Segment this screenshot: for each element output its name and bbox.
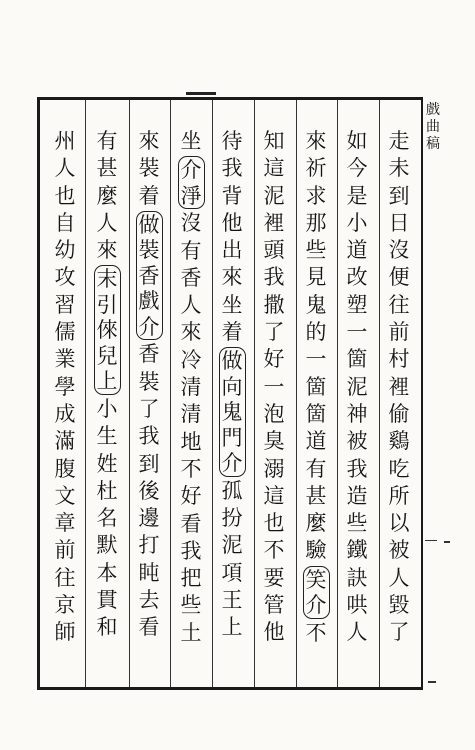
- glyph: 一: [263, 374, 285, 399]
- glyph: 來: [138, 129, 160, 153]
- column-rule: [129, 100, 130, 687]
- glyph: 不: [305, 620, 327, 645]
- glyph: 要: [263, 565, 285, 590]
- glyph: 稿: [426, 136, 440, 152]
- glyph: 介: [180, 158, 202, 183]
- glyph: 麼: [305, 511, 327, 536]
- glyph: 被: [346, 429, 368, 454]
- glyph: 泥: [221, 533, 243, 558]
- glyph: 泡: [263, 401, 285, 426]
- glyph: 他: [221, 210, 243, 235]
- glyph: 孤: [221, 478, 243, 503]
- glyph: 待: [221, 129, 243, 153]
- glyph: 上: [221, 615, 243, 640]
- glyph: 邊: [138, 506, 160, 531]
- glyph: 撒: [263, 292, 285, 317]
- column-rule: [212, 100, 213, 687]
- column-rule: [337, 100, 338, 687]
- glyph: 求: [305, 183, 327, 208]
- glyph: 戲: [426, 102, 440, 118]
- glyph: 默: [96, 533, 118, 558]
- glyph: 溺: [263, 456, 285, 481]
- scan-speck: [428, 681, 436, 683]
- glyph: 盹: [138, 560, 160, 585]
- glyph: 今: [346, 156, 368, 181]
- glyph: 土: [180, 620, 202, 645]
- glyph: 鬼: [305, 292, 327, 317]
- glyph: 習: [54, 292, 76, 317]
- glyph: 道: [305, 429, 327, 454]
- glyph: 出: [221, 238, 243, 263]
- glyph: 坐: [221, 292, 243, 317]
- glyph: 好: [180, 484, 202, 509]
- scan-speck: [444, 541, 450, 543]
- stage-direction: [219, 347, 246, 477]
- glyph: 本: [96, 560, 118, 585]
- glyph: 有: [180, 238, 202, 263]
- glyph: 沒: [388, 238, 410, 263]
- glyph: 姓: [96, 451, 118, 476]
- glyph: 造: [346, 483, 368, 508]
- glyph: 清: [180, 375, 202, 400]
- glyph: 驗: [305, 538, 327, 563]
- glyph: 裡: [263, 210, 285, 235]
- glyph: 未: [388, 156, 410, 181]
- glyph: 香: [138, 342, 160, 367]
- stage-direction: [178, 156, 205, 209]
- glyph: 門: [221, 425, 243, 450]
- text-column-8: [92, 128, 122, 642]
- glyph: 便: [388, 265, 410, 290]
- glyph: 引: [96, 292, 118, 317]
- glyph: 冷: [180, 347, 202, 372]
- stage-direction: [94, 265, 121, 395]
- glyph: 裝: [138, 156, 160, 181]
- glyph: 些: [180, 593, 202, 618]
- glyph: 來: [221, 265, 243, 290]
- glyph: 泥: [263, 183, 285, 208]
- glyph: 京: [54, 593, 76, 618]
- glyph: 改: [346, 265, 368, 290]
- glyph: 清: [180, 402, 202, 427]
- glyph: 走: [388, 129, 410, 153]
- glyph: 到: [388, 183, 410, 208]
- glyph: 前: [388, 320, 410, 345]
- glyph: 我: [346, 456, 368, 481]
- glyph: 我: [138, 424, 160, 449]
- glyph: 戲: [138, 289, 160, 314]
- glyph: 我: [180, 538, 202, 563]
- glyph: 偷: [388, 401, 410, 426]
- glyph: 坐: [180, 129, 202, 153]
- glyph: 做: [138, 212, 160, 237]
- stage-direction: [136, 211, 163, 341]
- glyph: 儒: [54, 320, 76, 345]
- text-column-1: [384, 128, 414, 647]
- glyph: 箇: [305, 401, 327, 426]
- glyph: 鐵: [346, 538, 368, 563]
- glyph: 着: [221, 320, 243, 345]
- glyph: 祈: [305, 156, 327, 181]
- glyph: 杜: [96, 478, 118, 503]
- glyph: 神: [346, 401, 368, 426]
- glyph: 文: [54, 483, 76, 508]
- glyph: 州: [54, 129, 76, 153]
- column-rule: [379, 100, 380, 687]
- glyph: 打: [138, 533, 160, 558]
- glyph: 箇: [346, 347, 368, 372]
- glyph: 裝: [138, 238, 160, 263]
- glyph: 麼: [96, 183, 118, 208]
- glyph: 笑: [305, 567, 327, 592]
- text-column-4: [259, 128, 289, 647]
- glyph: 一: [346, 320, 368, 345]
- glyph: 這: [263, 156, 285, 181]
- glyph: 頭: [263, 238, 285, 263]
- glyph: 着: [138, 183, 160, 208]
- glyph: 以: [388, 511, 410, 536]
- glyph: 介: [305, 593, 327, 618]
- glyph: 幼: [54, 238, 76, 263]
- column-rule: [296, 100, 297, 687]
- glyph: 裝: [138, 369, 160, 394]
- text-column-5: [217, 128, 247, 642]
- glyph: 了: [388, 620, 410, 645]
- glyph: 背: [221, 183, 243, 208]
- glyph: 業: [54, 347, 76, 372]
- glyph: 上: [96, 369, 118, 394]
- glyph: 不: [180, 456, 202, 481]
- glyph: 鷄: [388, 429, 410, 454]
- glyph: 日: [388, 210, 410, 235]
- glyph: 甚: [96, 156, 118, 181]
- glyph: 往: [388, 292, 410, 317]
- glyph: 我: [263, 265, 285, 290]
- text-column-6: [176, 128, 206, 647]
- glyph: 兒: [96, 343, 118, 368]
- glyph: 所: [388, 483, 410, 508]
- glyph: 村: [388, 347, 410, 372]
- glyph: 人: [180, 293, 202, 318]
- text-column-2: [342, 128, 372, 647]
- text-column-3: [301, 128, 331, 647]
- glyph: 他: [263, 620, 285, 645]
- glyph: 管: [263, 593, 285, 618]
- glyph: 訣: [346, 565, 368, 590]
- glyph: 哄: [346, 593, 368, 618]
- glyph: 有: [96, 129, 118, 153]
- glyph: 也: [263, 511, 285, 536]
- column-rule: [254, 100, 255, 687]
- scan-speck: [425, 540, 437, 541]
- glyph: 香: [138, 263, 160, 288]
- glyph: 把: [180, 566, 202, 591]
- glyph: 香: [180, 265, 202, 290]
- glyph: 扮: [221, 506, 243, 531]
- glyph: 曲: [426, 119, 440, 135]
- glyph: 看: [180, 511, 202, 536]
- glyph: 學: [54, 374, 76, 399]
- glyph: 那: [305, 210, 327, 235]
- glyph: 師: [54, 620, 76, 645]
- glyph: 章: [54, 511, 76, 536]
- glyph: 一: [305, 347, 327, 372]
- glyph: 和: [96, 615, 118, 640]
- glyph: 末: [96, 267, 118, 292]
- glyph: 往: [54, 565, 76, 590]
- glyph: 成: [54, 401, 76, 426]
- glyph: 些: [346, 511, 368, 536]
- glyph: 塑: [346, 292, 368, 317]
- glyph: 不: [263, 538, 285, 563]
- glyph: 來: [96, 238, 118, 263]
- glyph: 被: [388, 538, 410, 563]
- glyph: 如: [346, 129, 368, 153]
- glyph: 這: [263, 483, 285, 508]
- margin-title: [423, 102, 443, 153]
- glyph: 鬼: [221, 400, 243, 425]
- glyph: 沒: [180, 211, 202, 236]
- glyph: 王: [221, 588, 243, 613]
- glyph: 滿: [54, 429, 76, 454]
- glyph: 人: [96, 210, 118, 235]
- glyph: 吃: [388, 456, 410, 481]
- glyph: 介: [138, 314, 160, 339]
- glyph: 來: [180, 320, 202, 345]
- stage-direction: [303, 566, 330, 619]
- glyph: 人: [388, 565, 410, 590]
- glyph: 人: [346, 620, 368, 645]
- text-column-7: [134, 128, 164, 642]
- glyph: 毀: [388, 593, 410, 618]
- glyph: 自: [54, 210, 76, 235]
- glyph: 知: [263, 129, 285, 153]
- glyph: 前: [54, 538, 76, 563]
- glyph: 來: [305, 129, 327, 153]
- top-mark: [186, 92, 216, 95]
- glyph: 箇: [305, 374, 327, 399]
- glyph: 生: [96, 424, 118, 449]
- glyph: 些: [305, 238, 327, 263]
- glyph: 是: [346, 183, 368, 208]
- glyph: 臭: [263, 429, 285, 454]
- glyph: 甚: [305, 483, 327, 508]
- column-rule: [170, 100, 171, 687]
- glyph: 項: [221, 560, 243, 585]
- glyph: 地: [180, 429, 202, 454]
- glyph: 貫: [96, 588, 118, 613]
- glyph: 到: [138, 451, 160, 476]
- glyph: 小: [346, 210, 368, 235]
- glyph: 人: [54, 156, 76, 181]
- text-column-9: [50, 128, 80, 647]
- glyph: 了: [263, 320, 285, 345]
- glyph: 向: [221, 374, 243, 399]
- glyph: 名: [96, 506, 118, 531]
- glyph: 介: [221, 451, 243, 476]
- glyph: 做: [221, 349, 243, 374]
- glyph: 我: [221, 156, 243, 181]
- glyph: 小: [96, 396, 118, 421]
- glyph: 好: [263, 347, 285, 372]
- glyph: 去: [138, 588, 160, 613]
- glyph: 道: [346, 238, 368, 263]
- glyph: 也: [54, 183, 76, 208]
- glyph: 看: [138, 615, 160, 640]
- glyph: 了: [138, 396, 160, 421]
- glyph: 淨: [180, 183, 202, 208]
- glyph: 腹: [54, 456, 76, 481]
- column-rule: [85, 100, 86, 687]
- glyph: 攻: [54, 265, 76, 290]
- glyph: 的: [305, 320, 327, 345]
- glyph: 泥: [346, 374, 368, 399]
- glyph: 倈: [96, 318, 118, 343]
- glyph: 有: [305, 456, 327, 481]
- glyph: 裡: [388, 374, 410, 399]
- glyph: 後: [138, 478, 160, 503]
- glyph: 見: [305, 265, 327, 290]
